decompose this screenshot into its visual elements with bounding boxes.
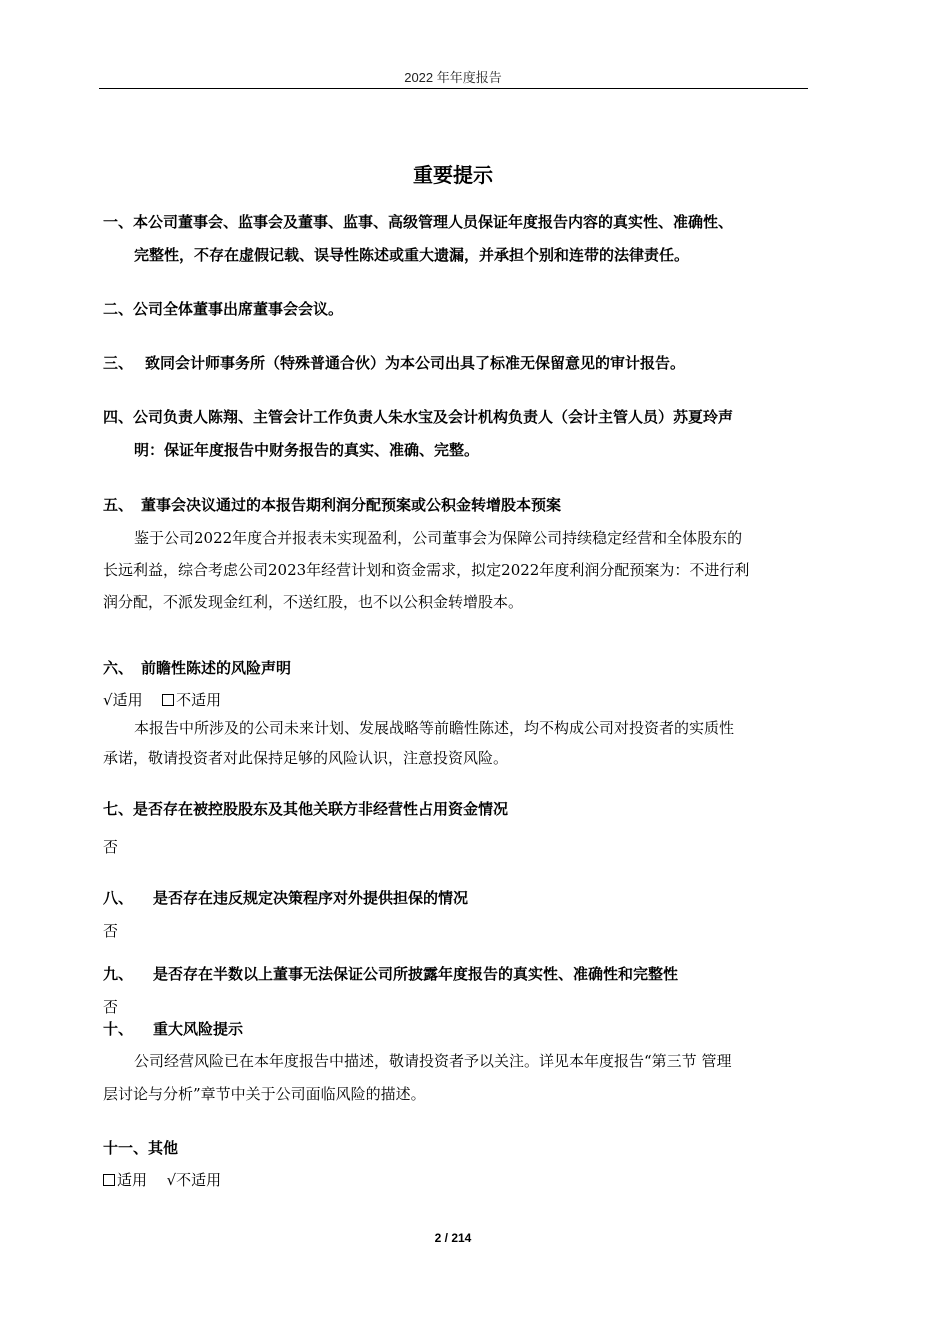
section-10-body-1: 公司经营风险已在本年度报告中描述，敬请投资者予以关注。详见本年度报告“第三节 管理 <box>134 1052 732 1070</box>
section-1-text-1: 本公司董事会、监事会及董事、监事、高级管理人员保证年度报告内容的真实性、准确性、 <box>133 213 734 231</box>
section-2-text: 公司全体董事出席董事会会议。 <box>133 300 344 318</box>
section-6-empty-checkbox-icon <box>162 694 174 706</box>
section-4-number: 四、 <box>103 408 134 426</box>
section-6-check-mark: √ <box>103 691 113 709</box>
header-divider <box>99 88 808 89</box>
section-7-answer: 否 <box>103 838 119 856</box>
section-1-number: 一、 <box>103 213 134 231</box>
section-11-options <box>103 1169 221 1190</box>
section-10-number: 十、 <box>103 1020 134 1038</box>
section-3 <box>103 352 685 373</box>
section-8-title: 是否存在违反规定决策程序对外提供担保的情况 <box>153 889 469 907</box>
section-10-body-2: 层讨论与分析”章节中关于公司面临风险的描述。 <box>103 1085 426 1103</box>
section-8-heading <box>103 887 468 908</box>
section-6-title: 前瞻性陈述的风险声明 <box>141 659 292 677</box>
section-6-heading <box>103 657 291 678</box>
section-3-number: 三、 <box>103 354 134 372</box>
section-3-text: 致同会计师事务所（特殊普通合伙）为本公司出具了标准无保留意见的审计报告。 <box>145 354 686 372</box>
section-5-body-2: 长远利益，综合考虑公司2023年经营计划和资金需求，拟定2022年度利润分配预案为：不进行利 <box>103 561 750 579</box>
section-11-number: 十一、 <box>103 1139 149 1157</box>
page-title: 重要提示 <box>413 163 493 187</box>
section-1-text-2: 完整性，不存在虚假记载、误导性陈述或重大遗漏，并承担个别和连带的法律责任。 <box>134 246 690 264</box>
page-number: 2 / 214 <box>434 1231 472 1245</box>
section-10-title: 重大风险提示 <box>153 1020 244 1038</box>
section-9-number: 九、 <box>103 965 134 983</box>
section-5-body-3: 润分配，不派发现金红利，不送红股，也不以公积金转增股本。 <box>103 593 524 611</box>
section-6-number: 六、 <box>103 659 134 677</box>
section-11-option-applicable: 适用 <box>117 1171 148 1189</box>
section-11-heading <box>103 1137 178 1158</box>
section-4-line-1 <box>103 406 733 427</box>
section-8-answer: 否 <box>103 922 119 940</box>
section-5-body-1: 鉴于公司2022年度合并报表未实现盈利，公司董事会为保障公司持续稳定经营和全体股东的 <box>134 529 743 547</box>
running-header: 2022 年年度报告 <box>404 70 502 85</box>
section-6-option-applicable: 适用 <box>112 691 143 709</box>
section-5-title: 董事会决议通过的本报告期利润分配预案或公积金转增股本预案 <box>141 496 562 514</box>
section-2 <box>103 298 343 319</box>
section-9-title: 是否存在半数以上董事无法保证公司所披露年度报告的真实性、准确性和完整性 <box>153 965 679 983</box>
section-7-number: 七、 <box>103 800 134 818</box>
section-1-line-1 <box>103 211 733 232</box>
section-9-heading <box>103 963 678 984</box>
section-11-title: 其他 <box>148 1139 179 1157</box>
section-5-number: 五、 <box>103 496 134 514</box>
section-6-body-2: 承诺，敬请投资者对此保持足够的风险认识，注意投资风险。 <box>103 749 509 767</box>
section-10-heading <box>103 1018 243 1039</box>
section-4-text-1: 公司负责人陈翔、主管会计工作负责人朱水宝及会计机构负责人（会计主管人员）苏夏玲声 <box>133 408 734 426</box>
section-9-answer: 否 <box>103 998 119 1016</box>
section-7-heading <box>103 798 508 819</box>
section-2-number: 二、 <box>103 300 134 318</box>
section-11-empty-checkbox-icon <box>103 1174 115 1186</box>
section-5-heading <box>103 494 561 515</box>
section-6-options <box>103 689 221 710</box>
section-8-number: 八、 <box>103 889 134 907</box>
section-4-text-2: 明：保证年度报告中财务报告的真实、准确、完整。 <box>134 441 480 459</box>
section-6-option-not-applicable: 不适用 <box>176 691 222 709</box>
section-6-body-1: 本报告中所涉及的公司未来计划、发展战略等前瞻性陈述，均不构成公司对投资者的实质性 <box>134 719 735 737</box>
section-11-option-not-applicable: 不适用 <box>176 1171 222 1189</box>
section-11-check-mark: √ <box>166 1171 177 1189</box>
section-7-title: 是否存在被控股股东及其他关联方非经营性占用资金情况 <box>133 800 509 818</box>
